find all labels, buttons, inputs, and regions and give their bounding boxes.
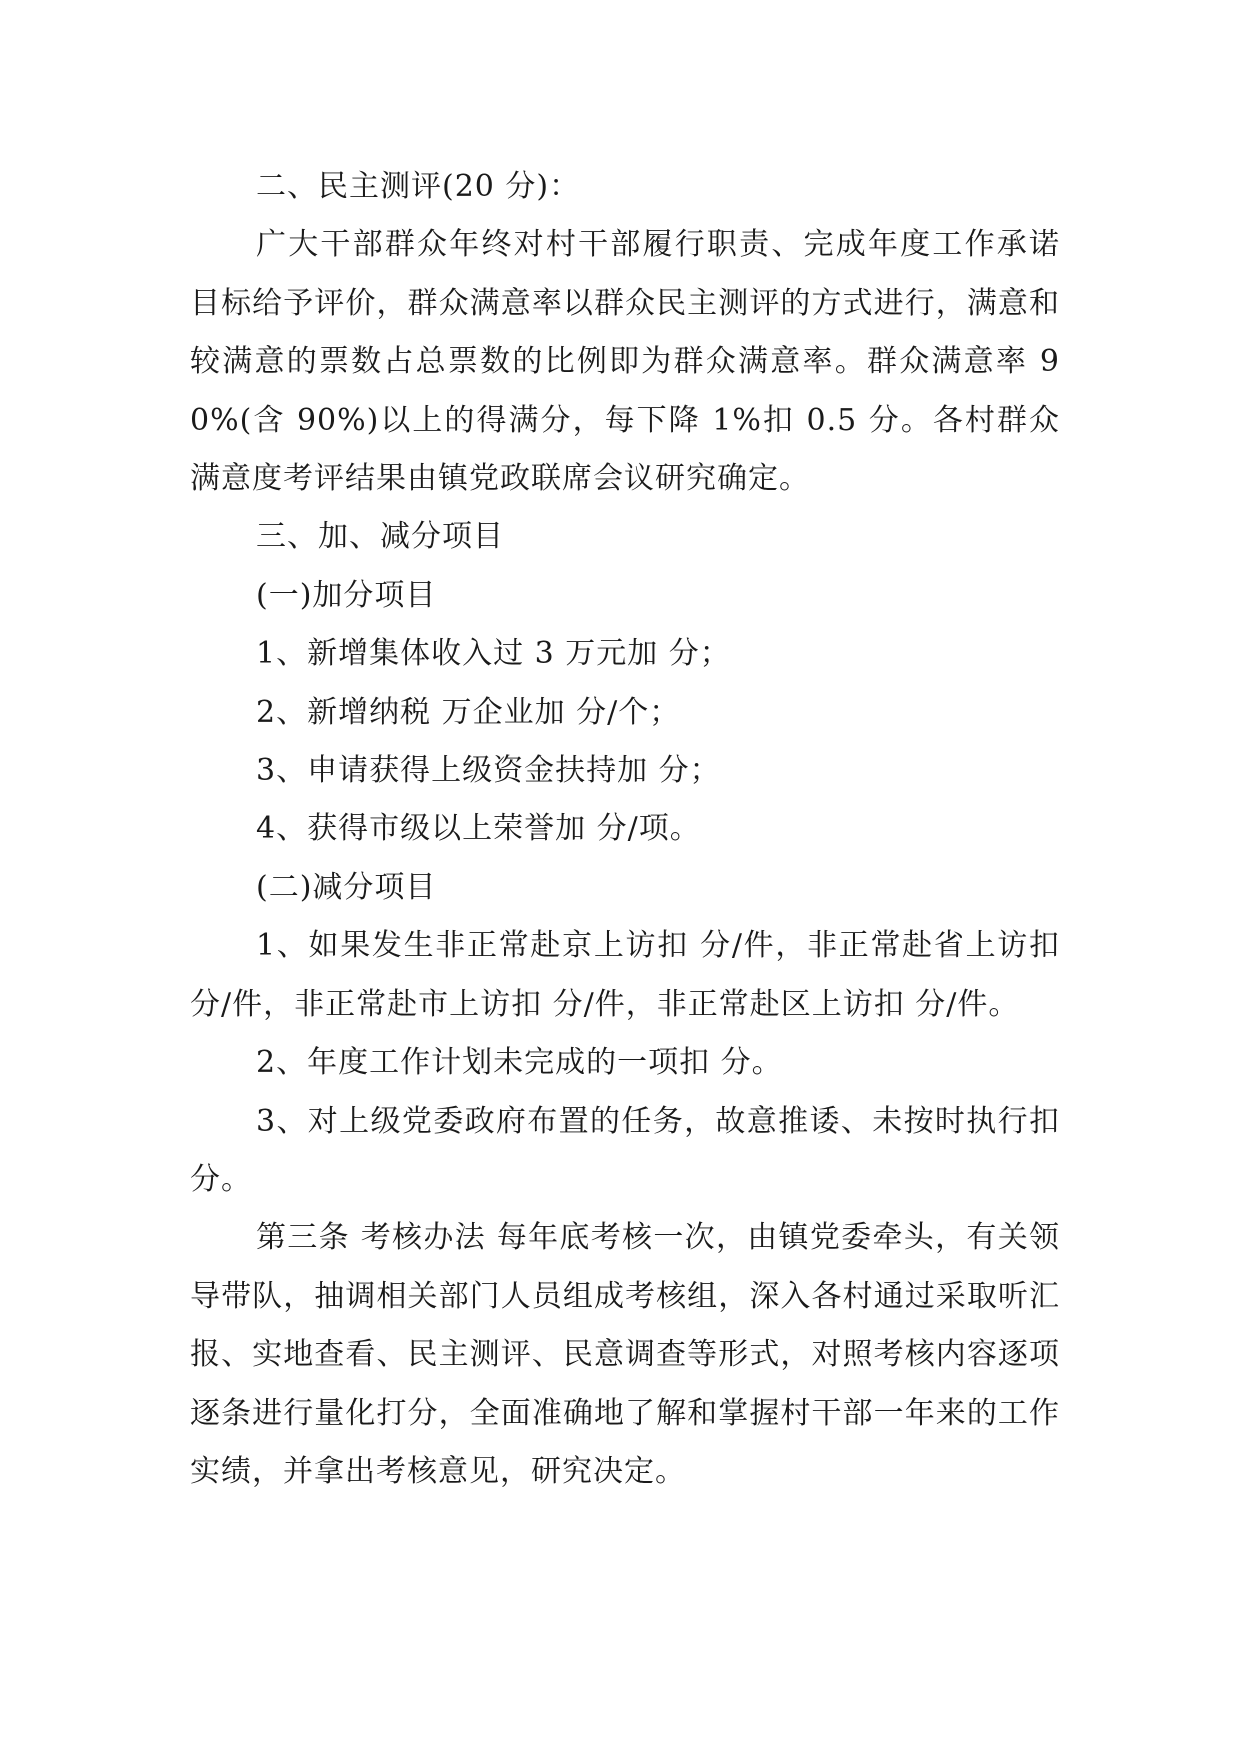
paragraph-article-three-method: 第三条 考核办法 每年底考核一次，由镇党委牵头，有关领导带队，抽调相关部门人员组成考核组，深入各村通过采取听汇报、实地查看、民主测评、民意调查等形式，对照考核内容逐项逐条进行量化打分，全面准确地了解和掌握村干部一年来的工作实绩，并拿出考核意见，研究决定。	[190, 1220, 1060, 1489]
document-body	[190, 158, 1060, 1501]
subheading-deduction-items: (二)减分项目	[256, 869, 437, 905]
deduction-item-3: 3、对上级党委政府布置的任务，故意推诿、未按时执行扣 分。	[190, 1103, 1060, 1197]
bonus-item-2: 2、新增纳税 万企业加 分/个；	[256, 694, 681, 730]
section-heading-bonus-deduction: 三、加、减分项目	[256, 519, 504, 555]
bonus-item-1: 1、新增集体收入过 3 万元加 分；	[256, 636, 731, 672]
paragraph-satisfaction-rate: 广大干部群众年终对村干部履行职责、完成年度工作承诺目标给予评价，群众满意率以群众民主测评的方式进行，满意和较满意的票数占总票数的比例即为群众满意率。群众满意率 90%(含 90%)以上的得满分，每下降 1%扣 0.5 分。各村群众满意度考评结果由镇党政联席会议研究确定。	[190, 227, 1060, 497]
subheading-bonus-items: (一)加分项目	[256, 577, 437, 613]
deduction-item-2: 2、年度工作计划未完成的一项扣 分。	[256, 1045, 783, 1081]
section-heading-democratic-evaluation: 二、民主测评(20 分)：	[256, 169, 581, 204]
bonus-item-4: 4、获得市级以上荣誉加 分/项。	[256, 811, 701, 847]
deduction-item-1: 1、如果发生非正常赴京上访扣 分/件，非正常赴省上访扣 分/件，非正常赴市上访扣 分/件，非正常赴区上访扣 分/件。	[190, 928, 1060, 1022]
bonus-item-3: 3、申请获得上级资金扶持加 分；	[256, 753, 721, 789]
